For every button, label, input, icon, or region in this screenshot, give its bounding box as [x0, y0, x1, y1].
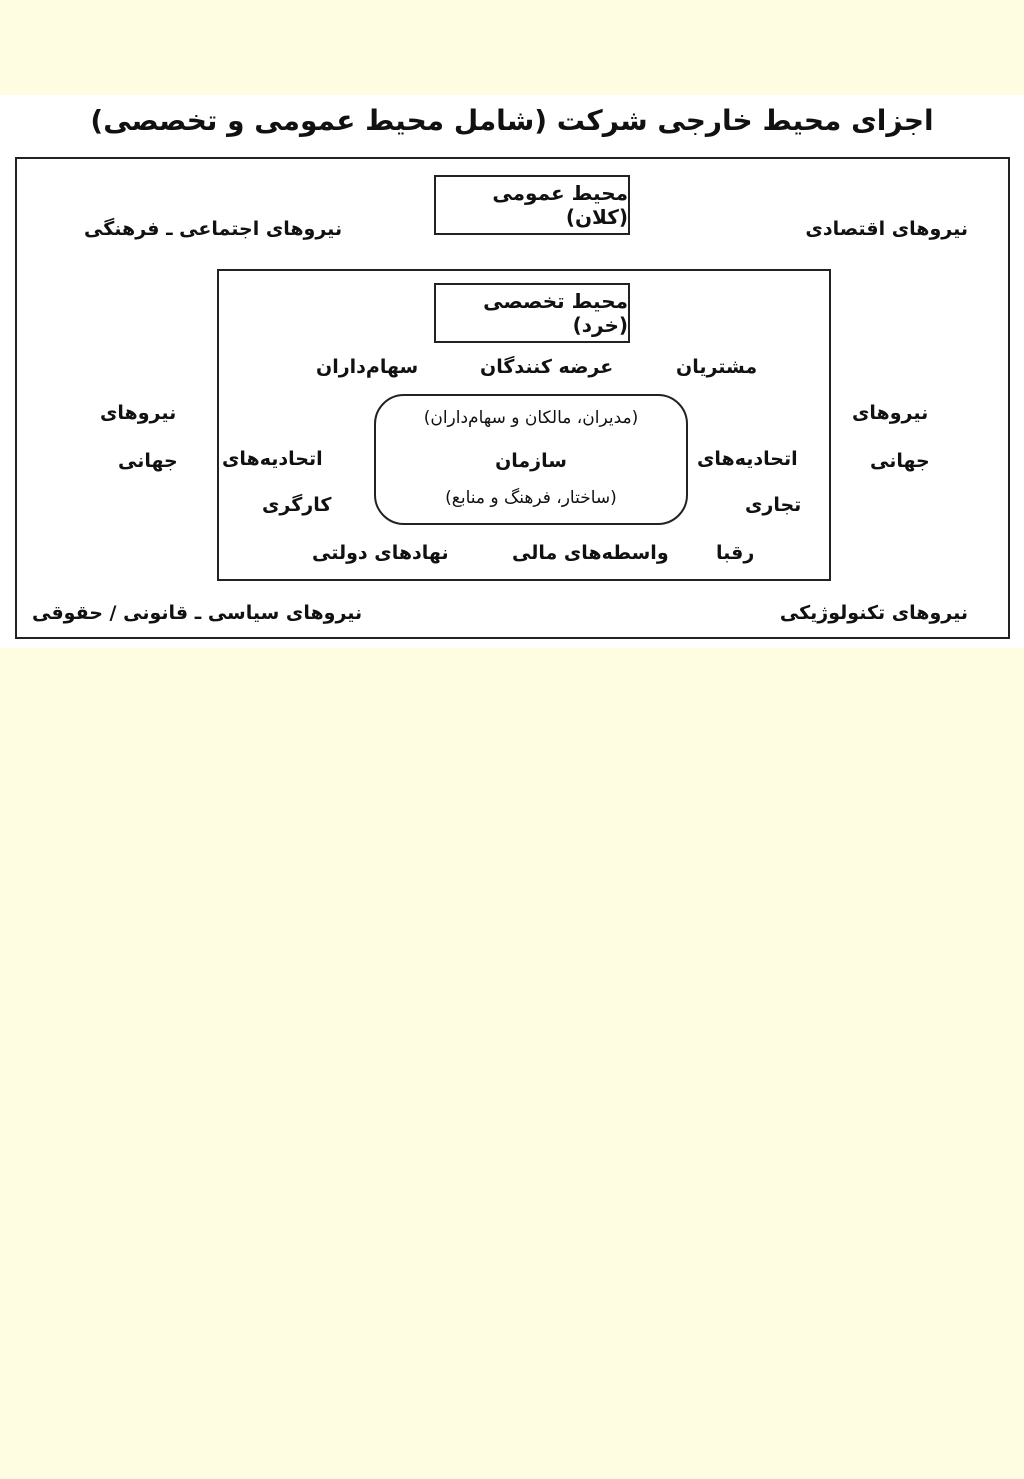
shareholders-label: سهام‌داران	[316, 356, 419, 378]
trade-unions-line1: اتحادیه‌های	[697, 448, 798, 470]
sociocultural-forces-label: نیروهای اجتماعی ـ فرهنگی	[84, 218, 343, 240]
labor-unions-line1: اتحادیه‌های	[222, 448, 323, 470]
economic-forces-label: نیروهای اقتصادی	[805, 218, 968, 240]
political-legal-forces-label: نیروهای سیاسی ـ قانونی / حقوقی	[32, 602, 363, 624]
trade-unions-line2: تجاری	[745, 494, 802, 516]
customers-label: مشتریان	[676, 356, 758, 378]
financial-intermediaries-label: واسطه‌های مالی	[512, 542, 669, 564]
suppliers-label: عرضه کنندگان	[480, 356, 614, 378]
global-forces-left-line1: نیروهای	[100, 402, 177, 424]
organization-name: سازمان	[495, 450, 567, 472]
global-forces-right-line1: نیروهای	[852, 402, 929, 424]
organization-top-line: (مدیران، مالکان و سهام‌داران)	[423, 408, 639, 428]
government-agencies-label: نهادهای دولتی	[312, 542, 449, 564]
diagram-title: اجزای محیط خارجی شرکت (شامل محیط عمومی و تخصصی)	[90, 104, 934, 137]
technological-forces-label: نیروهای تکنولوژیکی	[779, 602, 968, 624]
global-forces-right-line2: جهانی	[870, 450, 930, 472]
general-environment-label: محیط عمومی (کلان)	[434, 175, 630, 235]
organization-bottom-line: (ساختار، فرهنگ و منابع)	[445, 488, 617, 508]
global-forces-left-line2: جهانی	[118, 450, 178, 472]
task-environment-label: محیط تخصصی (خرد)	[434, 283, 630, 343]
competitors-label: رقبا	[716, 542, 755, 564]
labor-unions-line2: کارگری	[262, 494, 332, 516]
